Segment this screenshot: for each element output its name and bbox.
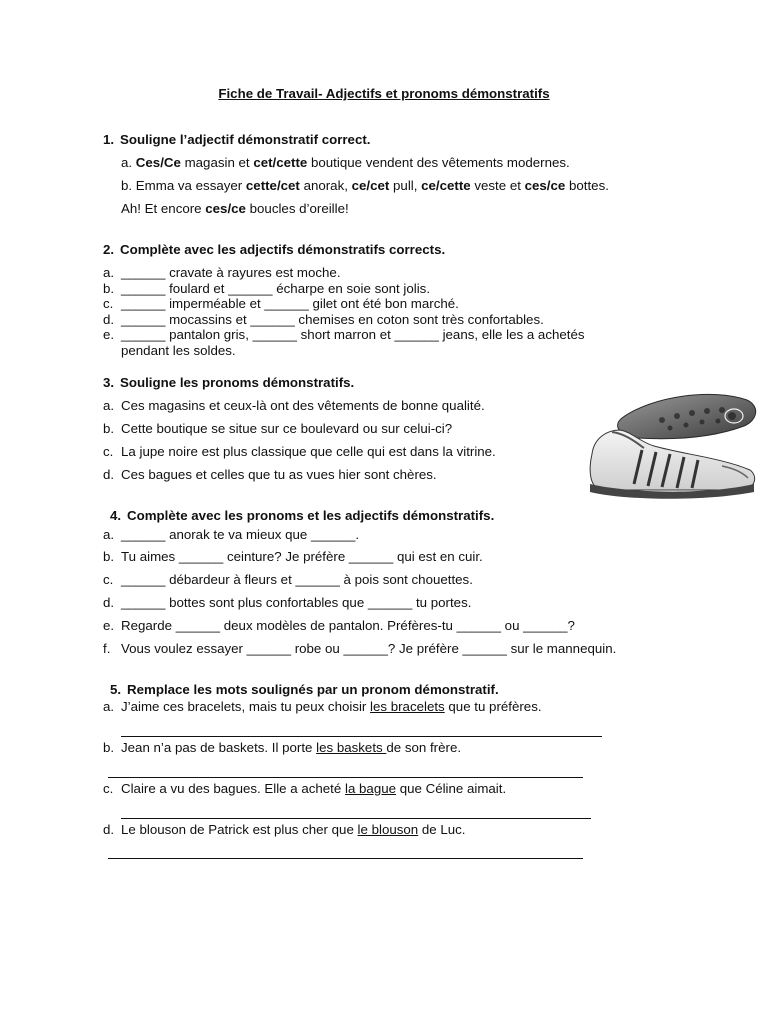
answer-line-a[interactable] bbox=[121, 736, 602, 737]
section-3-label-a: a. bbox=[103, 398, 115, 413]
section-5-label-b: b. bbox=[103, 740, 115, 755]
sneakers-icon bbox=[582, 388, 762, 508]
section-5-label-a: a. bbox=[103, 699, 115, 714]
underlined-phrase: le blouson bbox=[357, 822, 419, 837]
section-5-heading: 5. Remplace les mots soulignés par un pronom démonstratif. bbox=[110, 682, 499, 697]
section-5-item-d: Le blouson de Patrick est plus cher que le blouson de Luc. bbox=[121, 822, 466, 837]
section-2-item-b: ______ foulard et ______ écharpe en soie sont jolis. bbox=[121, 281, 431, 296]
section-4-label-d: d. bbox=[103, 595, 115, 610]
section-4-label-c: c. bbox=[103, 572, 114, 587]
section-2-item-e: ______ pantalon gris, ______ short marron et ______ jeans, elle les a achetés bbox=[121, 327, 585, 342]
section-4-label-f: f. bbox=[103, 641, 111, 656]
section-3-heading: 3. Souligne les pronoms démonstratifs. bbox=[103, 375, 355, 390]
section-4-heading: 4. Complète avec les pronoms et les adjectifs démonstratifs. bbox=[110, 508, 495, 523]
section-4-item-f: Vous voulez essayer ______ robe ou ______? Je préfère ______ sur le mannequin. bbox=[121, 641, 617, 656]
answer-line-b[interactable] bbox=[108, 777, 583, 778]
section-4-item-d: ______ bottes sont plus confortables que ______ tu portes. bbox=[121, 595, 472, 610]
section-5-item-a: J’aime ces bracelets, mais tu peux choisir les bracelets que tu préfères. bbox=[121, 699, 542, 714]
section-3-item-d: Ces bagues et celles que tu as vues hier sont chères. bbox=[121, 467, 437, 482]
section-2-item-a: ______ cravate à rayures est moche. bbox=[121, 265, 341, 280]
section-1-item-a: a. Ces/Ce magasin et cet/cette boutique vendent des vêtements modernes. bbox=[121, 155, 570, 170]
section-4-label-a: a. bbox=[103, 527, 115, 542]
section-2-label-d: d. bbox=[103, 312, 115, 327]
section-4-item-a: ______ anorak te va mieux que ______. bbox=[121, 527, 360, 542]
answer-line-c[interactable] bbox=[121, 818, 591, 819]
section-1-item-c: Ah! Et encore ces/ce boucles d’oreille! bbox=[121, 201, 349, 216]
page-title: Fiche de Travail- Adjectifs et pronoms démonstratifs bbox=[218, 86, 550, 101]
underlined-phrase: les bracelets bbox=[370, 699, 445, 714]
section-4-label-b: b. bbox=[103, 549, 115, 564]
answer-line-d[interactable] bbox=[108, 858, 583, 859]
section-5-item-b: Jean n’a pas de baskets. Il porte les baskets de son frère. bbox=[121, 740, 462, 755]
section-4-item-e: Regarde ______ deux modèles de pantalon. Préfères-tu ______ ou ______? bbox=[121, 618, 575, 633]
section-4-item-c: ______ débardeur à fleurs et ______ à pois sont chouettes. bbox=[121, 572, 473, 587]
section-2-label-e: e. bbox=[103, 327, 115, 342]
section-1-heading: 1. Souligne l’adjectif démonstratif correct. bbox=[103, 132, 371, 147]
section-2-label-b: b. bbox=[103, 281, 115, 296]
section-2-item-d: ______ mocassins et ______ chemises en coton sont très confortables. bbox=[121, 312, 544, 327]
underlined-phrase: les baskets bbox=[316, 740, 387, 755]
section-3-item-b: Cette boutique se situe sur ce boulevard ou sur celui-ci? bbox=[121, 421, 453, 436]
section-3-item-c: La jupe noire est plus classique que celle qui est dans la vitrine. bbox=[121, 444, 496, 459]
section-2-heading: 2. Complète avec les adjectifs démonstratifs corrects. bbox=[103, 242, 446, 257]
section-2-item-c: ______ imperméable et ______ gilet ont été bon marché. bbox=[121, 296, 459, 311]
section-5-label-d: d. bbox=[103, 822, 115, 837]
section-5-item-c: Claire a vu des bagues. Elle a acheté la bague que Céline aimait. bbox=[121, 781, 507, 796]
section-4-label-e: e. bbox=[103, 618, 115, 633]
section-3-item-a: Ces magasins et ceux-là ont des vêtements de bonne qualité. bbox=[121, 398, 485, 413]
section-5-label-c: c. bbox=[103, 781, 114, 796]
section-3-label-c: c. bbox=[103, 444, 114, 459]
section-1-item-b: b. Emma va essayer cette/cet anorak, ce/cet pull, ce/cette veste et ces/ce bottes. bbox=[121, 178, 609, 193]
section-2-label-a: a. bbox=[103, 265, 115, 280]
section-3-label-b: b. bbox=[103, 421, 115, 436]
section-2-label-c: c. bbox=[103, 296, 114, 311]
section-4-item-b: Tu aimes ______ ceinture? Je préfère ______ qui est en cuir. bbox=[121, 549, 483, 564]
section-2-item-e-continuation: pendant les soldes. bbox=[121, 343, 236, 358]
underlined-phrase: la bague bbox=[344, 781, 397, 796]
section-3-label-d: d. bbox=[103, 467, 115, 482]
